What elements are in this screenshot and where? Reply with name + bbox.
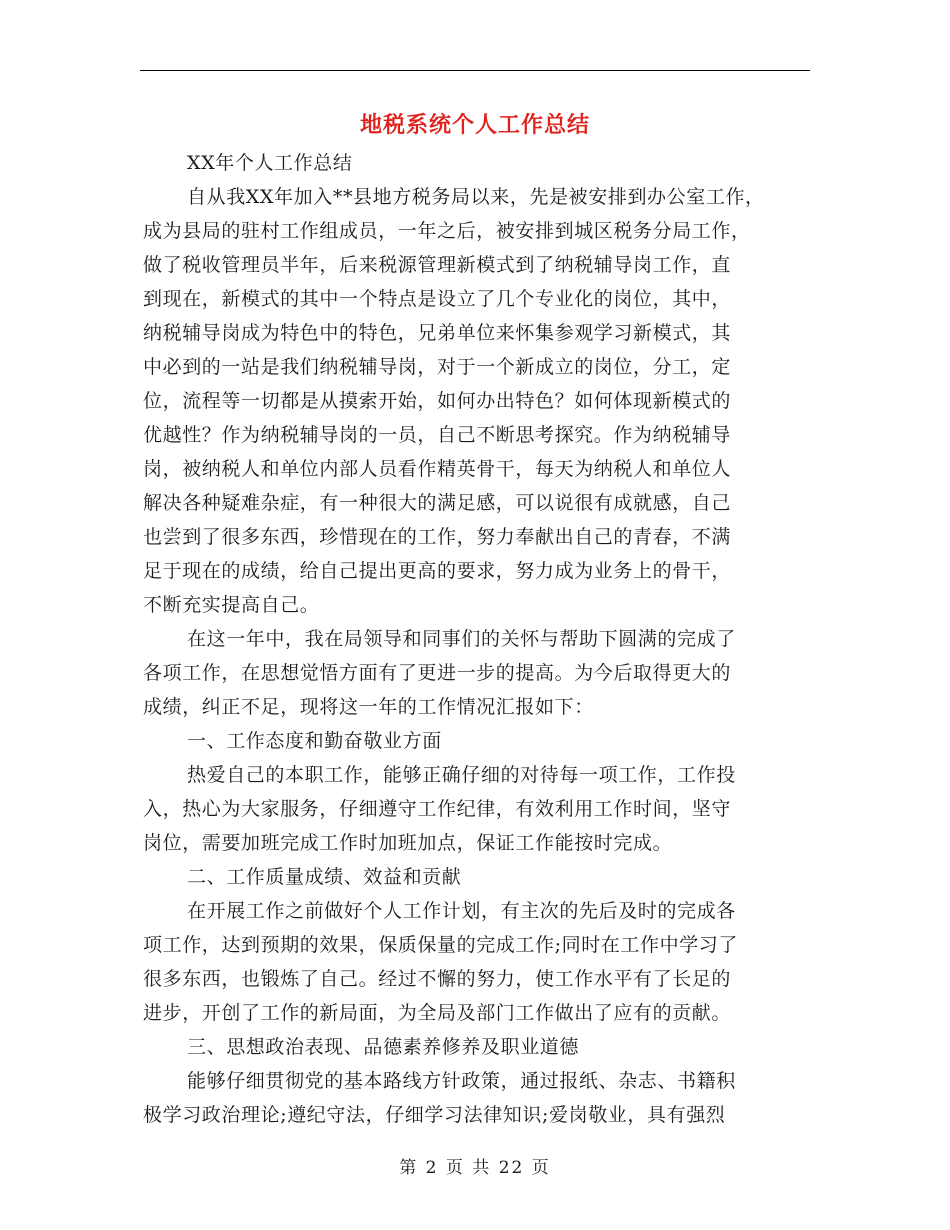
- body-line: 一、工作态度和勤奋敬业方面: [187, 730, 442, 752]
- body-line: 项工作，达到预期的效果，保质保量的完成工作;同时在工作中学习了: [143, 934, 739, 956]
- body-line: 到现在，新模式的其中一个特点是设立了几个专业化的岗位，其中，: [143, 288, 732, 310]
- body-line: 成为县局的驻村工作组成员，一年之后，被安排到城区税务分局工作，: [143, 220, 751, 242]
- page-footer: 第 2 页 共 22 页: [399, 1158, 551, 1178]
- body-line: 岗位，需要加班完成工作时加班加点，保证工作能按时完成。: [143, 832, 673, 854]
- body-line: 也尝到了很多东西，珍惜现在的工作，努力奉献出自己的青春，不满: [143, 526, 732, 548]
- body-line: 进步，开创了工作的新局面，为全局及部门工作做出了应有的贡献。: [143, 1002, 732, 1024]
- body-line: 自从我XX年加入**县地方税务局以来，先是被安排到办公室工作，: [187, 186, 765, 208]
- body-line: 位，流程等一切都是从摸索开始，如何办出特色？如何体现新模式的: [143, 390, 732, 412]
- document-title: 地税系统个人工作总结: [359, 113, 590, 138]
- body-line: 做了税收管理员半年，后来税源管理新模式到了纳税辅导岗工作，直: [143, 254, 732, 276]
- body-line: XX年个人工作总结: [187, 152, 353, 174]
- body-line: 纳税辅导岗成为特色中的特色，兄弟单位来怀集参观学习新模式，其: [143, 322, 732, 344]
- body-line: 三、思想政治表现、品德素养修养及职业道德: [187, 1036, 580, 1058]
- body-line: 岗，被纳税人和单位内部人员看作精英骨干，每天为纳税人和单位人: [143, 458, 732, 480]
- header-rule: [140, 70, 810, 71]
- body-line: 解决各种疑难杂症，有一种很大的满足感，可以说很有成就感，自己: [143, 492, 732, 514]
- body-line: 不断充实提高自己。: [143, 594, 320, 616]
- body-line: 优越性？作为纳税辅导岗的一员，自己不断思考探究。作为纳税辅导: [143, 424, 732, 446]
- body-line: 极学习政治理论;遵纪守法，仔细学习法律知识;爱岗敬业，具有强烈: [143, 1104, 726, 1126]
- body-line: 很多东西，也锻炼了自己。经过不懈的努力，使工作水平有了长足的: [143, 968, 732, 990]
- body-line: 中必到的一站是我们纳税辅导岗，对于一个新成立的岗位，分工，定: [143, 356, 732, 378]
- body-line: 成绩，纠正不足，现将这一年的工作情况汇报如下：: [143, 696, 594, 718]
- body-line: 入，热心为大家服务，仔细遵守工作纪律，有效利用工作时间，坚守: [143, 798, 732, 820]
- body-line: 在开展工作之前做好个人工作计划，有主次的先后及时的完成各: [187, 900, 736, 922]
- body-line: 各项工作，在思想觉悟方面有了更进一步的提高。为今后取得更大的: [143, 662, 732, 684]
- body-line: 热爱自己的本职工作，能够正确仔细的对待每一项工作，工作投: [187, 764, 736, 786]
- body-line: 二、工作质量成绩、效益和贡献: [187, 866, 462, 888]
- body-line: 足于现在的成绩，给自己提出更高的要求，努力成为业务上的骨干，: [143, 560, 732, 582]
- body-line: 能够仔细贯彻党的基本路线方针政策，通过报纸、杂志、书籍积: [187, 1070, 736, 1092]
- document-body: [143, 146, 808, 1132]
- body-line: 在这一年中，我在局领导和同事们的关怀与帮助下圆满的完成了: [187, 628, 736, 650]
